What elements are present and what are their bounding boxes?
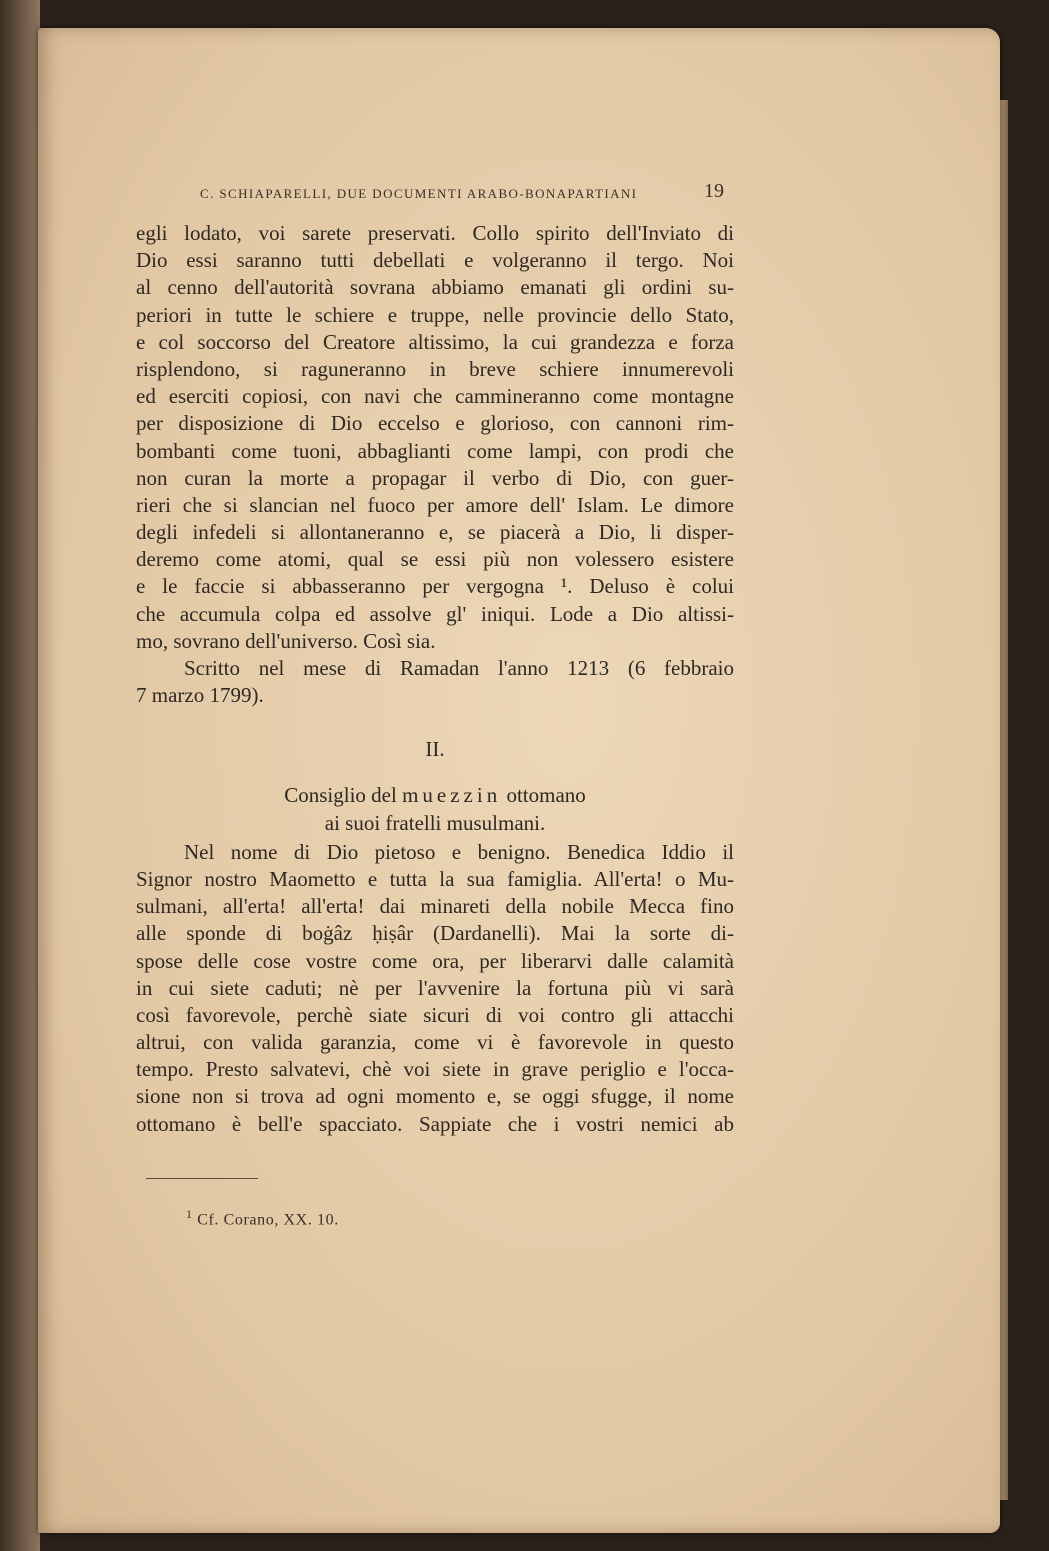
text-line: Signor nostro Maometto e tutta la sua famiglia. All'erta! o Mu- <box>136 866 734 891</box>
text-line: sione non si trova ad ogni momento e, se oggi sfugge, il nome <box>136 1084 734 1109</box>
text-line: alle sponde di boġâz ḥiṣâr (Dardanelli). Mai la sorte di- <box>136 921 734 946</box>
text-line: deremo come atomi, qual se essi più non volessero esistere <box>136 547 734 572</box>
text-line: 7 marzo 1799). <box>136 683 264 708</box>
paragraph-3 <box>136 839 734 1138</box>
text-line: in cui siete caduti; nè per l'avvenire la fortuna più vi sarà <box>136 975 734 1000</box>
text-line: rieri che si slancian nel fuoco per amore dell' Islam. Le dimore <box>136 492 734 517</box>
text-line: tempo. Presto salvatevi, chè voi siete in grave periglio e l'occa- <box>136 1057 734 1082</box>
text-line: periori in tutte le schiere e truppe, nelle provincie dello Stato, <box>136 302 734 327</box>
running-title: C. SCHIAPARELLI, DUE DOCUMENTI ARABO-BONAPARTIANI <box>200 186 638 201</box>
running-header <box>200 180 730 210</box>
text-line: e le faccie si abbasseranno per vergogna ¹. Deluso è colui <box>136 574 734 599</box>
section-title-spaced: muezzin <box>402 783 502 808</box>
text-line: ed eserciti copiosi, con navi che cammineranno come montagne <box>136 384 734 409</box>
book-gutter <box>0 0 40 1551</box>
text-line: altrui, con valida garanzia, come vi è favorevole in questo <box>136 1030 734 1055</box>
paragraph-2 <box>136 655 734 709</box>
body-text <box>136 220 734 1138</box>
text-line: risplendono, si raguneranno in breve schiere innumerevoli <box>136 356 734 381</box>
footnote <box>186 1207 339 1229</box>
text-line: che accumula colpa ed assolve gl' iniqui. Lode a Dio altissi- <box>136 601 734 626</box>
page-number: 19 <box>704 180 724 202</box>
text-line: mo, sovrano dell'universo. Così sia. <box>136 628 436 653</box>
text-line: Scritto nel mese di Ramadan l'anno 1213 (6 febbraio <box>184 656 734 680</box>
text-line: bombanti come tuoni, abbaglianti come lampi, con prodi che <box>136 438 734 463</box>
section-title-prefix: Consiglio del <box>284 783 397 808</box>
section-title <box>136 782 734 809</box>
text-line: al cenno dell'autorità sovrana abbiamo emanati gli ordini su- <box>136 275 734 300</box>
text-line: ottomano è bell'e spacciato. Sappiate che i vostri nemici ab <box>136 1111 734 1136</box>
text-line: spose delle cose vostre come ora, per liberarvi dalle calamità <box>136 948 734 973</box>
footnote-rule <box>146 1178 258 1179</box>
text-line: sulmani, all'erta! all'erta! dai minareti della nobile Mecca fino <box>136 894 734 919</box>
paragraph-1 <box>136 220 734 655</box>
page-edge <box>1000 100 1008 1500</box>
section-numeral: II. <box>425 737 445 762</box>
text-line: egli lodato, voi sarete preservati. Collo spirito dell'Inviato di <box>136 221 734 245</box>
footnote-text: Cf. Corano, XX. 10. <box>197 1211 339 1229</box>
text-line: per disposizione di Dio eccelso e glorioso, con cannoni rim- <box>136 411 734 436</box>
section-subtitle: ai suoi fratelli musulmani. <box>324 810 546 835</box>
section-title-suffix: ottomano <box>506 783 586 808</box>
text-line: Dio essi saranno tutti debellati e volgeranno il tergo. Noi <box>136 248 734 273</box>
text-line: così favorevole, perchè siate sicuri di voi contro gli attacchi <box>136 1002 734 1027</box>
text-line: Nel nome di Dio pietoso e benigno. Benedica Iddio il <box>184 839 734 864</box>
text-line: e col soccorso del Creatore altissimo, la cui grandezza e forza <box>136 329 734 354</box>
text-line: non curan la morte a propagar il verbo di Dio, con guer- <box>136 465 734 490</box>
footnote-marker: 1 <box>186 1207 193 1221</box>
text-line: degli infedeli si allontaneranno e, se piacerà a Dio, li disper- <box>136 520 734 545</box>
